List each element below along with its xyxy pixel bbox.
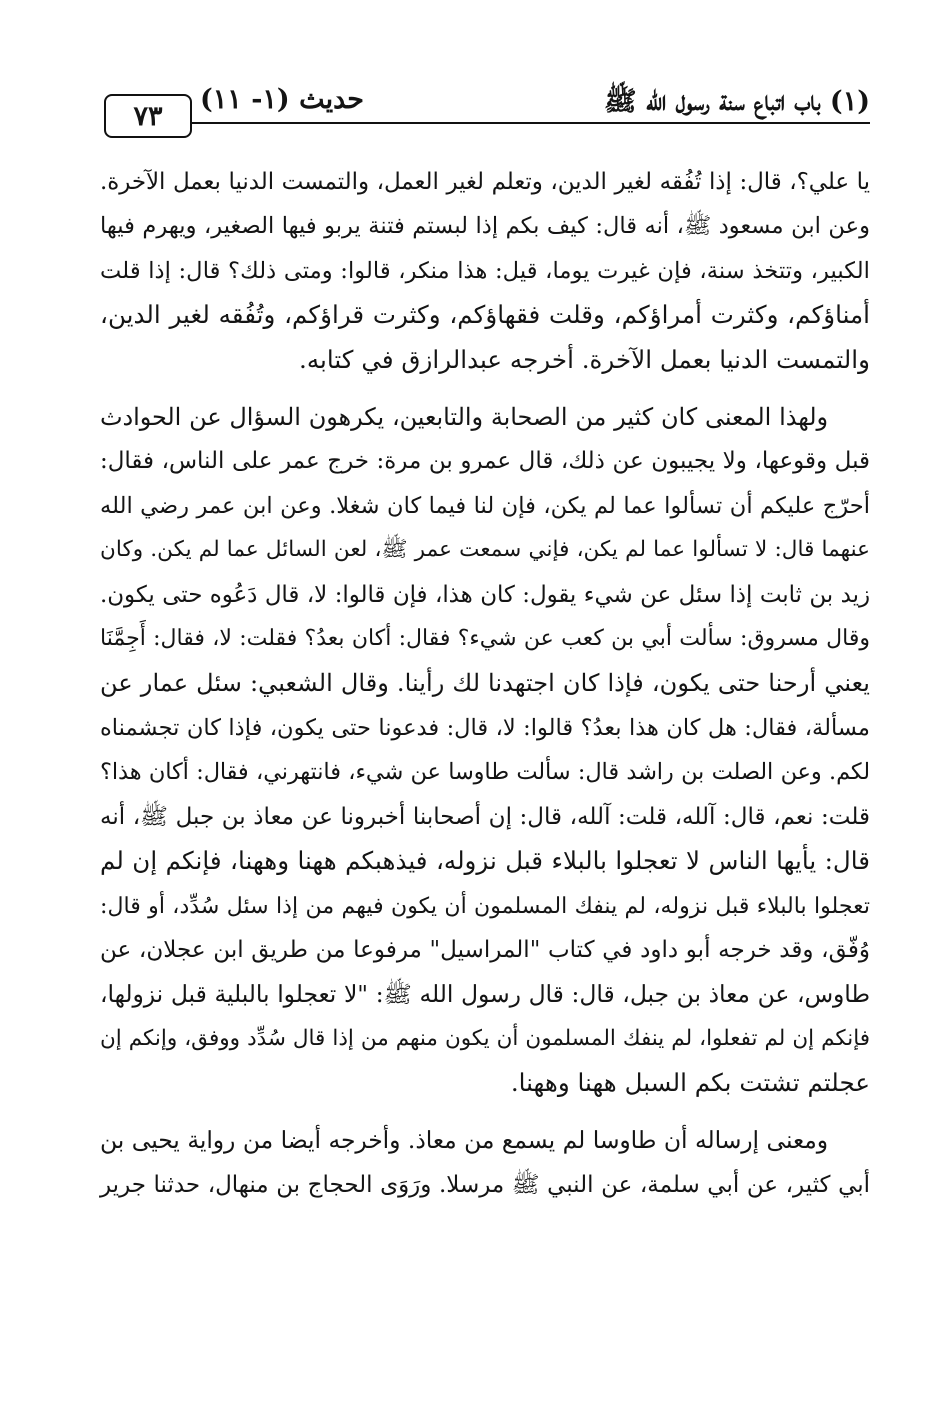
paragraph-3 <box>100 1119 870 1208</box>
text-line: مسألة، فقال: هل كان هذا بعدُ؟ قالوا: لا، قال: فدعونا حتى يكون، فإذا كان تجشمناه <box>100 714 870 741</box>
text-line: قلت: نعم، قال: آلله، قلت: آلله، قال: إن أصحابنا أخبرونا عن معاذ بن جبل ﷺ، أنه <box>100 803 870 830</box>
text-line: عنهما قال: لا تسألوا عما لم يكن، فإني سمعت عمر ﷺ، لعن السائل عما لم يكن. وكان <box>100 537 870 563</box>
page-header <box>100 80 870 140</box>
header-rule <box>190 122 870 124</box>
text-line: يعني أرحنا حتى يكون، فإذا كان اجتهدنا لك رأينا. وقال الشعبي: سئل عمار عن <box>100 669 870 698</box>
paragraph-gap <box>100 382 870 395</box>
text-line: ومعنى إرساله أن طاوسا لم يسمع من معاذ. وأخرجه أيضا من رواية يحيى بن <box>100 1126 828 1154</box>
text-line: قبل وقوعها، ولا يجيبون عن ذلك، قال عمرو بن مرة: خرج عمر على الناس، فقال: <box>100 448 870 475</box>
text-line: زيد بن ثابت إذا سئل عن شيء يقول: كان هذا، فإن قالوا: لا، قال دَعُوه حتى يكون. <box>100 581 870 608</box>
text-line: طاوس، عن معاذ بن جبل، قال: قال رسول الله ﷺ: "لا تعجلوا بالبلية قبل نزولها، <box>100 980 870 1009</box>
paragraph-1 <box>100 160 870 382</box>
text-line: أحرّج عليكم أن تسألوا عما لم يكن، فإن لنا فيما كان شغلا. وعن ابن عمر رضي الله <box>100 492 870 519</box>
paragraph-2 <box>100 395 870 1106</box>
text-line: وعن ابن مسعود ﷺ، أنه قال: كيف بكم إذا لبستم فتنة يربو فيها الصغير، ويهرم فيها <box>100 213 870 240</box>
text-line: وقال مسروق: سألت أبي بن كعب عن شيء؟ فقال: أكان بعدُ؟ فقلت: لا، فقال: أَجِمَّنَا <box>100 626 870 652</box>
paragraph-gap <box>100 1106 870 1119</box>
page-number: ٧٣ <box>133 100 163 132</box>
text-line: أمناؤكم، وكثرت أمراؤكم، وقلت فقهاؤكم، وكثرت قراؤكم، وتُفُقه لغير الدين، <box>100 300 870 330</box>
text-line: ولهذا المعنى كان كثير من الصحابة والتابعين، يكرهون السؤال عن الحوادث <box>100 403 828 432</box>
text-line: الكبير، وتتخذ سنة، فإن غيرت يوما، قيل: هذا منكر، قالوا: ومتى ذلك؟ قال: إذا قلت <box>100 257 870 284</box>
body-text <box>100 160 870 1207</box>
text-line: يا علي؟، قال: إذا تُفُقه لغير الدين، وتعلم لغير العمل، والتمست الدنيا بعمل الآخرة. <box>100 169 870 195</box>
text-line: والتمست الدنيا بعمل الآخرة. أخرجه عبدالرازق في كتابه. <box>299 344 870 374</box>
text-line: عجلتم تشتت بكم السبل ههنا وههنا. <box>510 1068 870 1098</box>
text-line: فإنكم إن لم تفعلوا، لم ينفك المسلمون أن يكون منهم من إذا قال سُدِّد ووفق، وإنكم إن <box>100 1025 870 1051</box>
running-title: (١) باب اتباع سنة رسول الله ﷺ <box>604 86 870 117</box>
page-number-box <box>104 94 192 138</box>
text-line: أبي كثير، عن أبي سلمة، عن النبي ﷺ مرسلا. ورَوَى الحجاج بن منهال، حدثنا جرير <box>100 1171 870 1198</box>
text-line: لكم. وعن الصلت بن راشد قال: سألت طاوسا عن شيء، فانتهرني، فقال: أكان هذا؟ <box>100 759 870 786</box>
hadith-range: حديث (١- ١١) <box>200 84 364 115</box>
text-line: وُفّق، وقد خرجه أبو داود في كتاب "المراسيل" مرفوعا من طريق ابن عجلان، عن <box>100 936 870 963</box>
text-line: تعجلوا بالبلاء قبل نزوله، لم ينفك المسلمون أن يكون فيهم من إذا سئل سُدِّد، أو قال: <box>100 892 870 919</box>
text-line: قال: يأيها الناس لا تعجلوا بالبلاء قبل نزوله، فيذهبكم ههنا وههنا، فإنكم إن لم <box>100 846 870 876</box>
